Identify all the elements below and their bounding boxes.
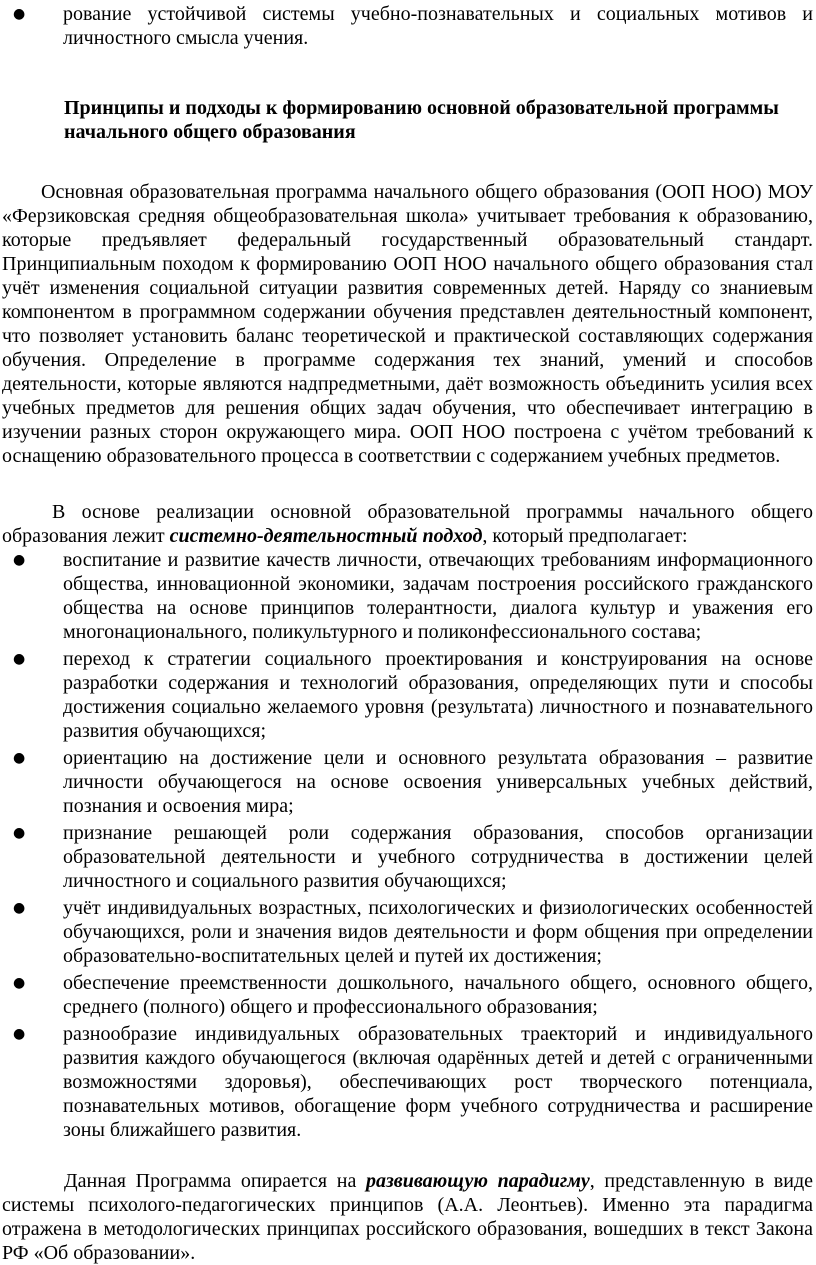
paragraph-text: , который предполагает:	[482, 525, 688, 547]
list-item	[2, 821, 813, 893]
paragraph-text: В основе реализации основной образовательной программы начального общего образования лежит	[2, 501, 813, 547]
bullet-icon: ●	[13, 900, 26, 916]
list-item	[2, 971, 813, 1019]
list-item	[2, 2, 813, 50]
principles-list	[2, 548, 813, 1142]
paragraph-text: , представленную в виде системы психолого-педагогических принципов (А.А. Леонтьев). Именно эта парадигма отражена в методологических принципах российского образования, вошедших в текст Закона РФ «Об образовании».	[2, 1170, 813, 1264]
bullet-icon: ●	[13, 825, 26, 841]
list-item	[2, 1022, 813, 1142]
list-item	[2, 548, 813, 644]
bullet-icon: ●	[13, 975, 26, 991]
paragraph-ooп-noo: Основная образовательная программа начального общего образования (ООП НОО) МОУ «Ферзиковская средняя общеобразовательная школа» учитывает требования к образованию, которые предъявляет федеральный государственный образовательный стандарт. Принципиальным походом к формированию ООП НОО начального общего образования стал учёт изменения социальной ситуации развития современных детей. Наряду со знаниевым компонентом в программном содержании обучения представлен деятельностный компонент, что позволяет установить баланс теоретической и практической составляющих содержания обучения. Определение в программе содержания тех знаний, умений и способов деятельности, которые являются надпредметными, даёт возможность объединить усилия всех учебных предметов для решения общих задач обучения, что обеспечивает интеграцию в изучении разных сторон окружающего мира. ООП НОО построена с учётом требований к оснащению образовательного процесса в соответствии с содержанием учебных предметов.	[2, 181, 813, 467]
bullet-icon: ●	[13, 750, 26, 766]
list-item	[2, 896, 813, 968]
list-item	[2, 647, 813, 743]
emphasis-text: развивающую парадигму	[365, 1170, 590, 1192]
list-item-text: учёт индивидуальных возрастных, психологических и физиологических особенностей обучающихся, роли и значения видов деятельности и форм общения при определении образовательно-воспитательных целей и путей их достижения;	[63, 897, 813, 967]
list-item-text: воспитание и развитие качеств личности, отвечающих требованиям информационного общества, инновационной экономики, задачам построения российского гражданского общества на основе принципов толерантности, диалога культур и уважения его многонационального, поликультурного и поликонфессионального состава;	[63, 549, 813, 643]
list-item-text: признание решающей роли содержания образования, способов организации образовательной деятельности и учебного сотрудничества в достижении целей личностного и социального развития обучающихся;	[63, 822, 813, 892]
emphasis-text: системно-деятельностный подход	[169, 525, 483, 547]
bullet-icon: ●	[13, 6, 26, 22]
bullet-icon: ●	[13, 651, 26, 667]
top-bullet-list	[2, 2, 813, 50]
list-item-text: переход к стратегии социального проектирования и конструирования на основе разработки содержания и технологий образования, определяющих пути и способы достижения социально желаемого уровня (результата) личностного и познавательного развития обучающихся;	[63, 648, 813, 742]
list-item-text: обеспечение преемственности дошкольного, начального общего, основного общего, среднего (полного) общего и профессионального образования;	[63, 972, 813, 1018]
list-item-text: рование устойчивой системы учебно-познавательных и социальных мотивов и личностного смысла учения.	[63, 3, 813, 49]
section-heading: Принципы и подходы к формированию основной образовательной программы начального общего образования	[64, 97, 779, 143]
paragraph-system-approach	[2, 500, 813, 548]
paragraph-text: Данная Программа опирается на	[64, 1170, 366, 1192]
bullet-icon: ●	[13, 1026, 26, 1042]
list-item-text: разнообразие индивидуальных образовательных траекторий и индивидуального развития каждого обучающегося (включая одарённых детей и детей с ограниченными возможностями здоровья), обеспечивающих рост творческого потенциала, познавательных мотивов, обогащение форм учебного сотрудничества и расширение зоны ближайшего развития.	[63, 1023, 813, 1141]
paragraph-developing-paradigm	[2, 1169, 813, 1265]
list-item-text: ориентацию на достижение цели и основного результата образования – развитие личности обучающегося на основе освоения универсальных учебных действий, познания и освоения мира;	[63, 747, 813, 817]
bullet-icon: ●	[13, 552, 26, 568]
list-item	[2, 746, 813, 818]
